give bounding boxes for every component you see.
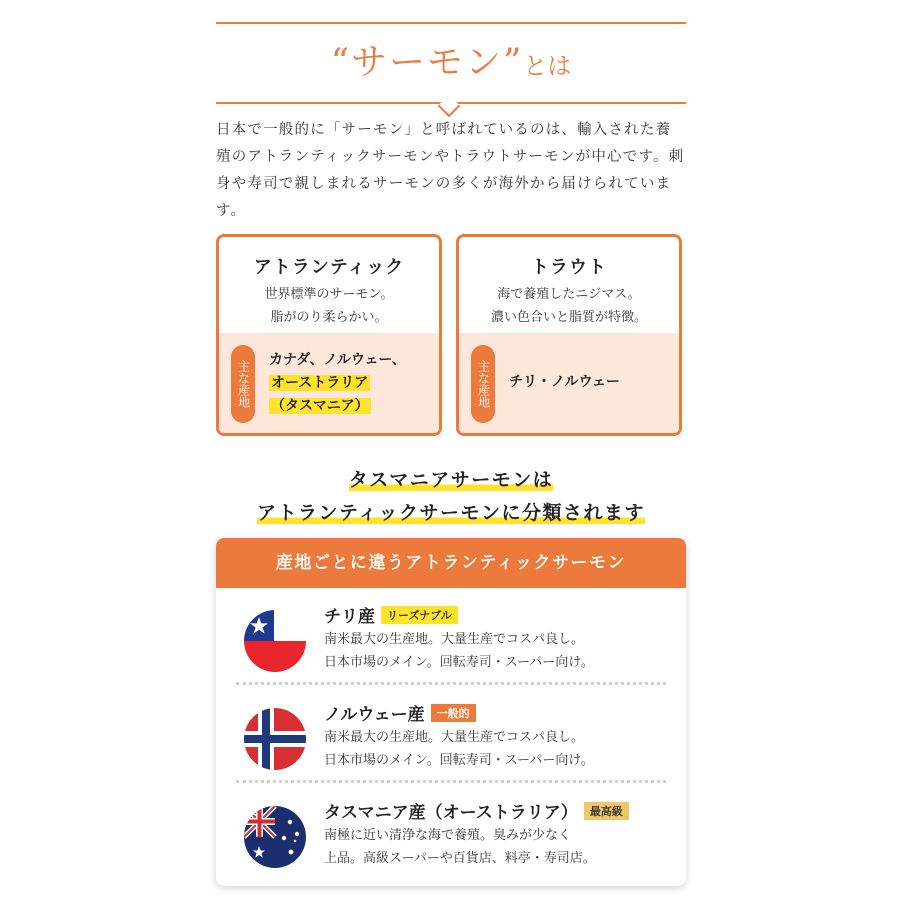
chile-flag-icon	[244, 610, 306, 672]
title-notch	[438, 95, 461, 118]
australia-flag-icon	[244, 806, 306, 868]
classification-headline	[216, 464, 686, 530]
row-divider	[236, 780, 666, 783]
row-title-text: ノルウェー産	[324, 705, 425, 725]
headline-line: アトランティックサーモンに分類されます	[257, 502, 645, 524]
title-text	[216, 34, 686, 85]
panel-header: 産地ごとに違うアトランティックサーモン	[216, 538, 686, 588]
origin-row-chile	[216, 598, 686, 694]
intro-paragraph: 日本で一般的に「サーモン」と呼ばれているのは、輸入された養殖のアトランティックサーモンやトラウトサーモンが中心です。刺身や寿司で親しまれるサーモンの多くが海外から届けられています。	[216, 122, 685, 219]
title-rule-top	[216, 22, 686, 24]
card-atlantic	[216, 234, 442, 436]
row-divider	[236, 682, 666, 685]
title-main: “サーモン”	[330, 42, 524, 83]
card-title: アトランティック	[253, 257, 405, 278]
row-title	[324, 602, 458, 627]
row-desc	[324, 726, 594, 772]
headline-line: タスマニアサーモンは	[348, 469, 554, 491]
row-desc-line: 上品。高級スーパーや百貨店、料亭・寿司店。	[324, 851, 596, 866]
card-title: トラウト	[531, 257, 607, 278]
row-desc-line: 南米最大の生産地。大量生産でコスパ良し。	[324, 730, 585, 745]
badge: リーズナブル	[381, 606, 458, 624]
origins-panel	[216, 538, 686, 886]
row-desc	[324, 824, 596, 870]
origin-text: チリ・ノルウェー	[509, 374, 620, 390]
card-origin-area	[219, 333, 439, 436]
origin-row-tasmania	[216, 794, 686, 886]
row-title-text: チリ産	[324, 607, 375, 627]
badge: 一般的	[431, 704, 476, 722]
card-trout	[456, 234, 682, 436]
section-title	[216, 22, 686, 104]
row-desc-line: 日本市場のメイン。回転寿司・スーパー向け。	[324, 753, 594, 768]
card-desc-line: 海で養殖したニジマス。	[497, 287, 641, 302]
row-title-text: タスマニア産（オーストラリア）	[324, 803, 578, 823]
title-suffix: とは	[523, 52, 572, 80]
badge: 最高級	[584, 802, 629, 820]
origin-line: カナダ、ノルウェー、	[269, 352, 406, 368]
card-origin-area	[459, 333, 679, 436]
card-desc-line: 世界標準のサーモン。	[264, 287, 394, 302]
origin-row-norway	[216, 696, 686, 792]
card-desc-line: 脂がのり柔らかい。	[270, 310, 388, 325]
card-desc	[459, 283, 679, 329]
row-desc	[324, 628, 594, 674]
row-desc-line: 日本市場のメイン。回転寿司・スーパー向け。	[324, 655, 594, 670]
row-title	[324, 700, 476, 725]
origin-text	[269, 349, 406, 418]
row-desc-line: 南米最大の生産地。大量生産でコスパ良し。	[324, 632, 585, 647]
origin-highlight: オーストラリア	[271, 375, 369, 391]
card-desc-line: 濃い色合いと脂質が特徴。	[490, 310, 647, 325]
card-desc	[219, 283, 439, 329]
row-desc-line: 南極に近い清浄な海で養殖。臭みが少なく	[324, 828, 572, 843]
origin-tag: 主な産地	[231, 345, 255, 423]
origin-tag: 主な産地	[471, 345, 495, 423]
origin-highlight: （タスマニア）	[271, 398, 369, 414]
row-title	[324, 798, 629, 823]
norway-flag-icon	[244, 708, 306, 770]
